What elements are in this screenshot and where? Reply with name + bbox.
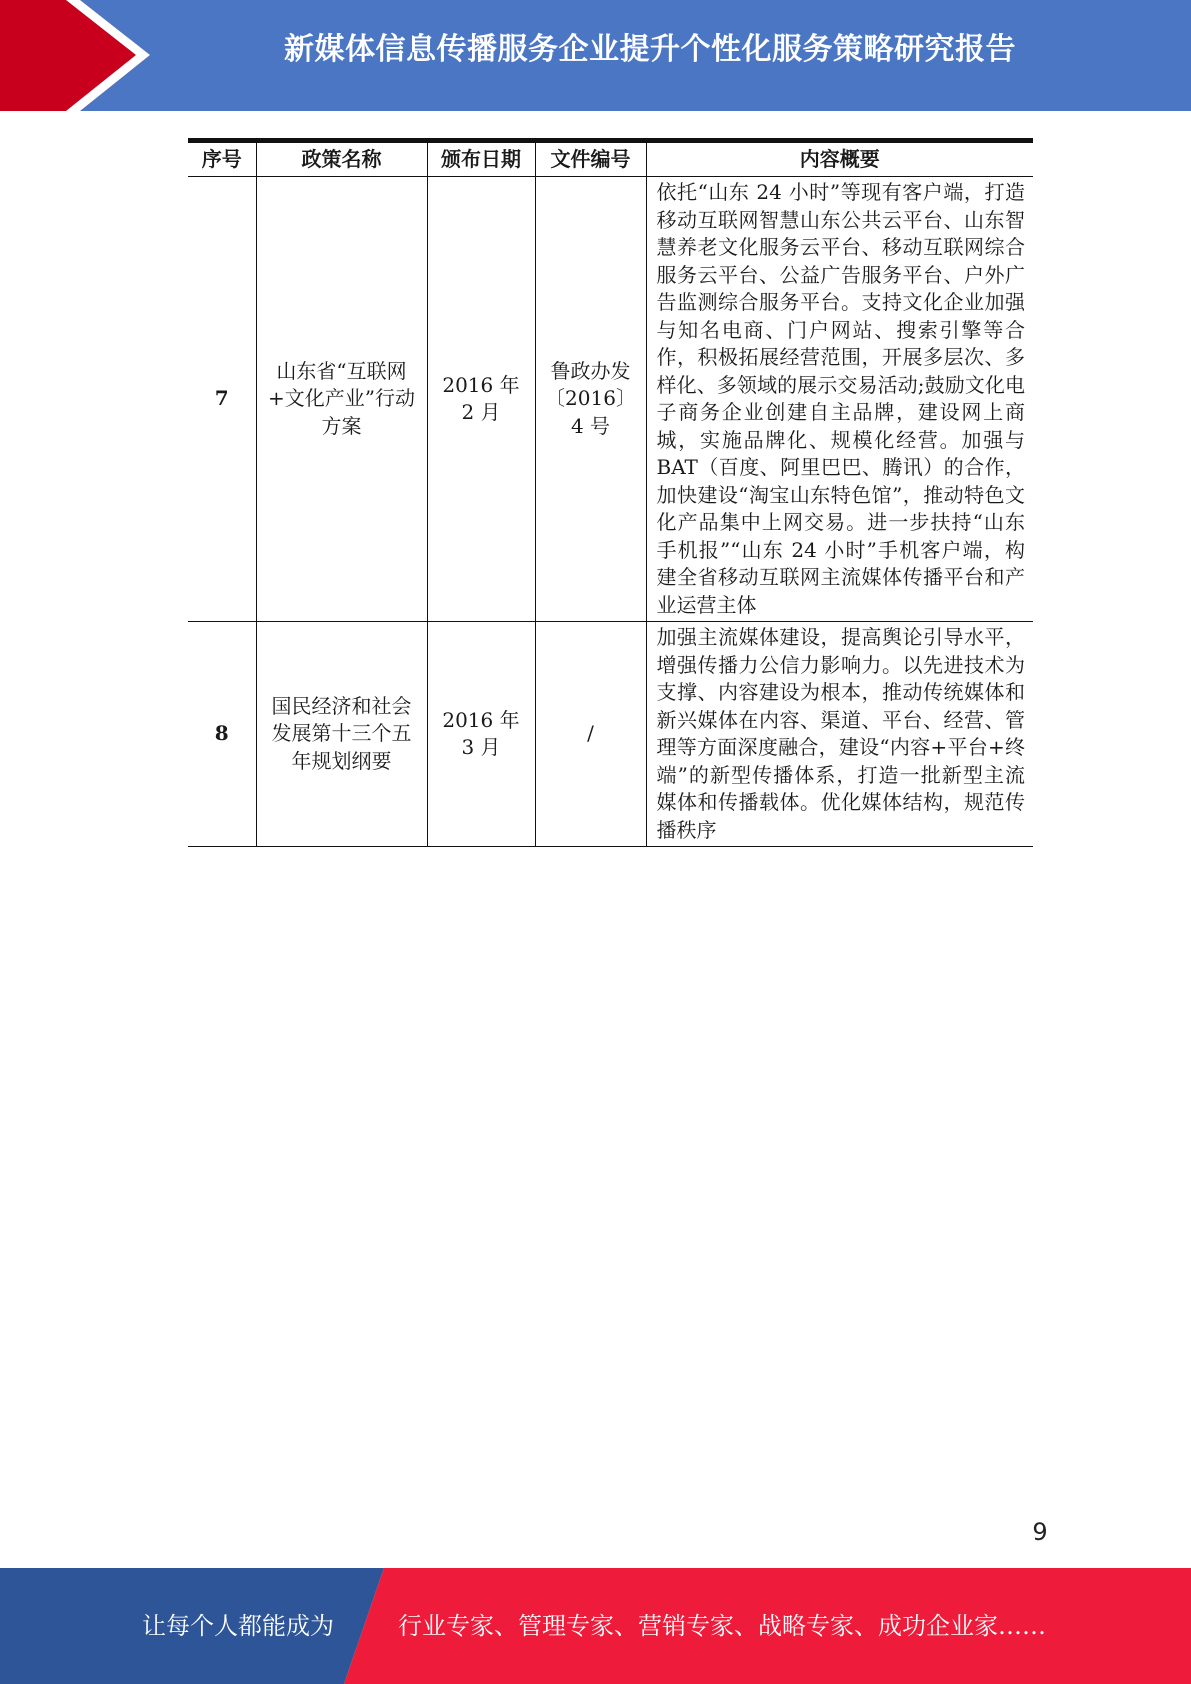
policy-table: [188, 138, 1033, 847]
page-number: 9: [1032, 1518, 1048, 1546]
column-header-document-number: 文件编号: [535, 141, 646, 177]
page-footer: [0, 1568, 1191, 1684]
table-row: [188, 177, 1033, 622]
document-number: /: [535, 622, 646, 847]
document-number: 鲁政办发〔2016〕4 号: [535, 177, 646, 622]
policy-summary: 依托“山东 24 小时”等现有客户端，打造移动互联网智慧山东公共云平台、山东智慧养老文化服务云平台、移动互联网综合服务云平台、公益广告服务平台、户外广告监测综合服务平台。支持文化企业加强与知名电商、门户网站、搜索引擎等合作，积极拓展经营范围，开展多层次、多样化、多领域的展示交易活动;鼓励文化电子商务企业创建自主品牌，建设网上商城，实施品牌化、规模化经营。加强与 BAT（百度、阿里巴巴、腾讯）的合作，加快建设“淘宝山东特色馆”，推动特色文化产品集中上网交易。进一步扶持“山东手机报”“山东 24 小时”手机客户端，构建全省移动互联网主流媒体传播平台和产业运营主体: [646, 177, 1033, 622]
policy-summary: 加强主流媒体建设，提高舆论引导水平，增强传播力公信力影响力。以先进技术为支撑、内容建设为根本，推动传统媒体和新兴媒体在内容、渠道、平台、经营、管理等方面深度融合，建设“内容+平台+终端”的新型传播体系，打造一批新型主流媒体和传播载体。优化媒体结构，规范传播秩序: [646, 622, 1033, 847]
row-index: 7: [188, 177, 256, 622]
row-index: 8: [188, 622, 256, 847]
page-header: [0, 0, 1191, 111]
column-header-issue-date: 颁布日期: [427, 141, 535, 177]
policy-name: 国民经济和社会发展第十三个五年规划纲要: [256, 622, 427, 847]
policy-name: 山东省“互联网+文化产业”行动方案: [256, 177, 427, 622]
table-row: [188, 622, 1033, 847]
footer-slogan-right: 行业专家、管理专家、营销专家、战略专家、成功企业家……: [398, 1612, 1046, 1640]
footer-slogan-left: 让每个人都能成为: [142, 1612, 334, 1640]
column-header-index: 序号: [188, 141, 256, 177]
issue-date: 2016 年 2 月: [427, 177, 535, 622]
column-header-policy-name: 政策名称: [256, 141, 427, 177]
table-header-row: [188, 141, 1033, 177]
report-title: 新媒体信息传播服务企业提升个性化服务策略研究报告: [284, 32, 1016, 67]
issue-date: 2016 年 3 月: [427, 622, 535, 847]
column-header-summary: 内容概要: [646, 141, 1033, 177]
